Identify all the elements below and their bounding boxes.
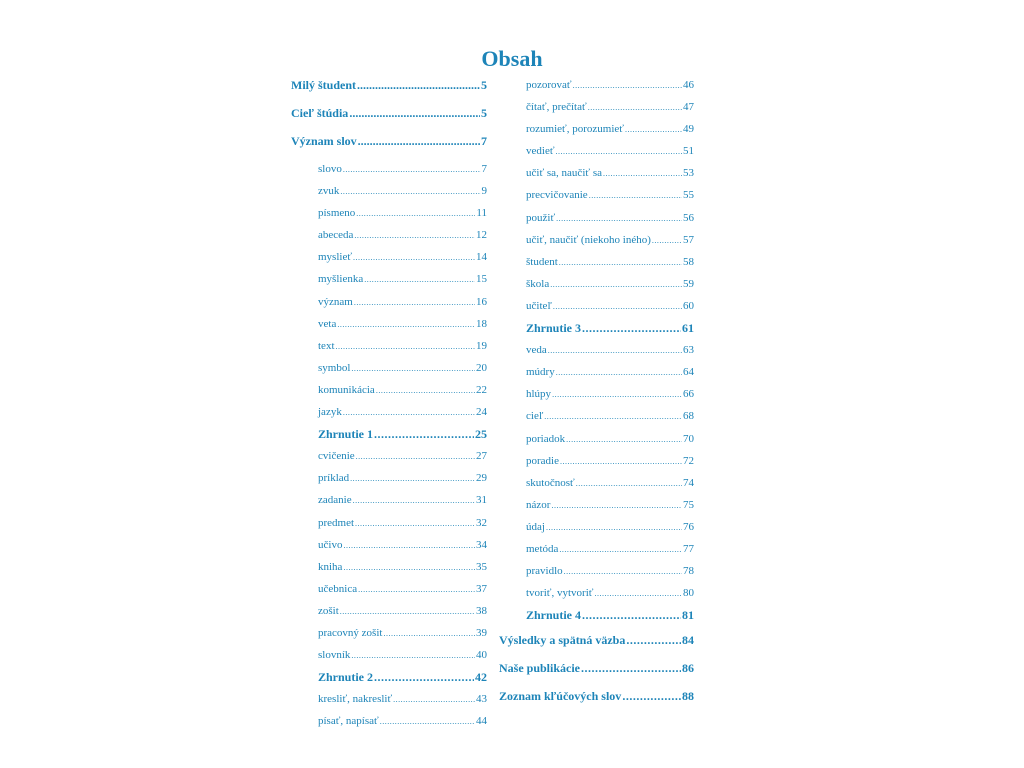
toc-entry[interactable] bbox=[291, 202, 487, 224]
dot-leader bbox=[582, 317, 681, 339]
toc-entry[interactable] bbox=[291, 578, 487, 600]
toc-entry-label: Zhrnutie 2 bbox=[318, 670, 374, 685]
toc-entry-page-number: 76 bbox=[683, 520, 694, 533]
toc-entry-label: rozumieť, porozumieť bbox=[526, 123, 624, 136]
dot-leader bbox=[355, 512, 475, 534]
toc-entry-page-number: 80 bbox=[683, 587, 694, 600]
toc-entry[interactable] bbox=[291, 401, 487, 423]
toc-entry[interactable] bbox=[291, 556, 487, 578]
toc-entry-label: abeceda bbox=[318, 229, 354, 242]
toc-entry-page-number: 24 bbox=[476, 406, 487, 419]
dot-leader bbox=[350, 467, 475, 489]
toc-entry-page-number: 75 bbox=[683, 498, 694, 511]
toc-entry-label: slovo bbox=[318, 163, 342, 175]
dot-leader bbox=[603, 162, 682, 184]
toc-entry-label: jazyk bbox=[318, 406, 342, 419]
toc-entry[interactable] bbox=[499, 626, 694, 654]
toc-entry-page-number: 9 bbox=[481, 185, 487, 198]
toc-entry-page-number: 31 bbox=[476, 494, 487, 507]
toc-entry-page-number: 46 bbox=[683, 79, 694, 91]
toc-entry[interactable] bbox=[499, 251, 694, 273]
toc-entry[interactable] bbox=[499, 317, 694, 339]
toc-entry[interactable] bbox=[499, 654, 694, 682]
toc-entry-page-number: 44 bbox=[476, 715, 487, 728]
toc-entry-page-number: 72 bbox=[683, 454, 694, 467]
dot-leader bbox=[552, 383, 682, 405]
toc-entry[interactable] bbox=[291, 666, 487, 688]
toc-entry-label: kresliť, nakresliť bbox=[318, 693, 393, 706]
toc-entry-label: metóda bbox=[526, 542, 559, 555]
toc-entry-page-number: 5 bbox=[481, 78, 487, 92]
toc-entry[interactable] bbox=[291, 688, 487, 710]
toc-entry-page-number: 57 bbox=[683, 233, 694, 246]
toc-entry[interactable] bbox=[291, 158, 487, 180]
toc-entry-label: zadanie bbox=[318, 494, 352, 507]
dot-leader bbox=[374, 423, 474, 445]
dot-leader bbox=[550, 273, 682, 295]
toc-entry[interactable] bbox=[499, 494, 694, 516]
dot-leader bbox=[337, 313, 475, 335]
dot-leader bbox=[336, 335, 476, 357]
toc-entry-label: učiť, naučiť (niekoho iného) bbox=[526, 233, 651, 246]
toc-entry-label: poriadok bbox=[526, 432, 566, 445]
toc-entry-label: Zoznam kľúčových slov bbox=[499, 689, 622, 704]
toc-entry-label: zvuk bbox=[318, 185, 340, 198]
toc-entry-label: názor bbox=[526, 498, 551, 511]
dot-leader bbox=[356, 445, 475, 467]
dot-leader bbox=[357, 74, 480, 96]
toc-entry-page-number: 40 bbox=[476, 649, 487, 662]
toc-entry-label: učebnica bbox=[318, 582, 358, 595]
toc-entry[interactable] bbox=[499, 560, 694, 582]
toc-entry[interactable] bbox=[499, 207, 694, 229]
toc-entry-page-number: 81 bbox=[682, 608, 694, 623]
toc-entry[interactable] bbox=[291, 512, 487, 534]
toc-entry-page-number: 16 bbox=[476, 295, 487, 308]
toc-entry-page-number: 32 bbox=[476, 516, 487, 529]
dot-leader bbox=[343, 556, 475, 578]
toc-entry-page-number: 29 bbox=[476, 472, 487, 485]
toc-entry-page-number: 86 bbox=[682, 661, 694, 676]
toc-entry[interactable] bbox=[291, 291, 487, 313]
toc-entry[interactable] bbox=[291, 710, 487, 732]
toc-entry-page-number: 12 bbox=[476, 229, 487, 242]
toc-entry[interactable] bbox=[499, 538, 694, 560]
toc-entry-label: zošit bbox=[318, 604, 339, 617]
toc-entry-page-number: 78 bbox=[683, 565, 694, 578]
dot-leader bbox=[351, 357, 475, 379]
toc-entry[interactable] bbox=[291, 313, 487, 335]
toc-entry-page-number: 49 bbox=[683, 123, 694, 136]
toc-entry-page-number: 18 bbox=[476, 317, 487, 330]
toc-entry[interactable] bbox=[499, 472, 694, 494]
toc-entry-page-number: 7 bbox=[481, 134, 487, 148]
dot-leader bbox=[356, 202, 475, 224]
toc-entry-page-number: 68 bbox=[683, 410, 694, 423]
dot-leader bbox=[566, 428, 682, 450]
toc-entry[interactable] bbox=[499, 405, 694, 427]
toc-entry-page-number: 64 bbox=[683, 366, 694, 379]
dot-leader bbox=[358, 130, 480, 152]
toc-entry-label: komunikácia bbox=[318, 383, 375, 396]
toc-entry-label: kniha bbox=[318, 560, 343, 573]
toc-entry-page-number: 11 bbox=[476, 207, 487, 220]
toc-entry-page-number: 7 bbox=[481, 163, 487, 175]
toc-entry[interactable] bbox=[499, 450, 694, 472]
dot-leader bbox=[581, 654, 681, 682]
toc-entry-page-number: 66 bbox=[683, 388, 694, 401]
toc-entry[interactable] bbox=[499, 428, 694, 450]
toc-entry[interactable] bbox=[291, 102, 487, 130]
toc-entry[interactable] bbox=[291, 335, 487, 357]
toc-entry-label: múdry bbox=[526, 366, 555, 379]
toc-column-left bbox=[291, 74, 487, 732]
toc-entry-page-number: 58 bbox=[683, 255, 694, 268]
toc-entry-page-number: 38 bbox=[476, 604, 487, 617]
toc-entry[interactable] bbox=[291, 467, 487, 489]
toc-entry-page-number: 55 bbox=[683, 189, 694, 202]
toc-entry-label: písmeno bbox=[318, 207, 356, 220]
toc-entry-label: Cieľ štúdia bbox=[291, 106, 349, 120]
toc-entry[interactable] bbox=[291, 224, 487, 246]
dot-leader bbox=[374, 666, 474, 688]
dot-leader bbox=[376, 379, 475, 401]
dot-leader bbox=[343, 534, 475, 556]
dot-leader bbox=[560, 450, 682, 472]
toc-entry[interactable] bbox=[499, 361, 694, 383]
toc-entry-label: učiteľ bbox=[526, 299, 552, 312]
toc-entry[interactable] bbox=[499, 184, 694, 206]
dot-leader bbox=[625, 118, 682, 140]
dot-leader bbox=[340, 600, 475, 622]
toc-entry-label: pracovný zošit bbox=[318, 626, 383, 639]
toc-entry[interactable] bbox=[499, 118, 694, 140]
dot-leader bbox=[652, 229, 682, 251]
toc-entry-label: Zhrnutie 1 bbox=[318, 427, 374, 442]
toc-entry[interactable] bbox=[499, 295, 694, 317]
dot-leader bbox=[556, 361, 682, 383]
toc-entry-label: Zhrnutie 4 bbox=[526, 608, 582, 623]
dot-leader bbox=[622, 682, 681, 710]
toc-entry-page-number: 42 bbox=[475, 670, 487, 685]
toc-entry[interactable] bbox=[499, 74, 694, 96]
toc-entry[interactable] bbox=[499, 140, 694, 162]
toc-entry-page-number: 35 bbox=[476, 560, 487, 573]
toc-entry-page-number: 84 bbox=[682, 633, 694, 648]
dot-leader bbox=[383, 622, 475, 644]
toc-entry-page-number: 56 bbox=[683, 211, 694, 224]
toc-entry-label: myšlienka bbox=[318, 273, 364, 286]
toc-entry[interactable] bbox=[291, 74, 487, 102]
toc-entry-label: veta bbox=[318, 317, 337, 330]
toc-entry-label: cvičenie bbox=[318, 450, 355, 463]
toc-entry-label: vedieť bbox=[526, 145, 555, 158]
toc-entry-page-number: 22 bbox=[476, 383, 487, 396]
dot-leader bbox=[589, 184, 682, 206]
toc-entry[interactable] bbox=[499, 604, 694, 626]
toc-entry-page-number: 51 bbox=[683, 145, 694, 158]
toc-entry-label: príklad bbox=[318, 472, 350, 485]
toc-entry-page-number: 63 bbox=[683, 344, 694, 357]
toc-entry-page-number: 74 bbox=[683, 476, 694, 489]
toc-entry-label: učivo bbox=[318, 538, 343, 551]
toc-entry[interactable] bbox=[291, 644, 487, 666]
toc-entry-label: údaj bbox=[526, 520, 545, 533]
dot-leader bbox=[354, 291, 475, 313]
toc-entry-page-number: 88 bbox=[682, 689, 694, 704]
toc-entry-label: Výsledky a spätná väzba bbox=[499, 633, 626, 648]
toc-entry-label: veda bbox=[526, 344, 547, 357]
toc-entry-label: študent bbox=[526, 255, 558, 268]
toc-column-right bbox=[499, 74, 694, 710]
toc-entry[interactable] bbox=[291, 379, 487, 401]
dot-leader bbox=[343, 158, 481, 180]
toc-entry-label: tvoriť, vytvoriť bbox=[526, 587, 594, 600]
toc-entry-label: Zhrnutie 3 bbox=[526, 321, 582, 336]
toc-entry[interactable] bbox=[291, 622, 487, 644]
dot-leader bbox=[354, 224, 475, 246]
toc-entry-page-number: 61 bbox=[682, 321, 694, 336]
dot-leader bbox=[353, 489, 475, 511]
toc-entry-page-number: 59 bbox=[683, 277, 694, 290]
toc-entry-page-number: 19 bbox=[476, 339, 487, 352]
dot-leader bbox=[556, 207, 682, 229]
toc-entry-label: učiť sa, naučiť sa bbox=[526, 167, 602, 180]
toc-entry-page-number: 43 bbox=[476, 693, 487, 706]
toc-entry-page-number: 39 bbox=[476, 626, 487, 639]
toc-entry[interactable] bbox=[291, 246, 487, 268]
toc-entry-page-number: 27 bbox=[476, 450, 487, 463]
dot-leader bbox=[573, 74, 682, 96]
toc-entry[interactable] bbox=[291, 357, 487, 379]
toc-entry-label: Milý študent bbox=[291, 78, 357, 92]
toc-entry-label: Význam slov bbox=[291, 134, 357, 148]
dot-leader bbox=[553, 295, 682, 317]
toc-entry-label: skutočnosť bbox=[526, 476, 575, 489]
toc-entry[interactable] bbox=[499, 96, 694, 118]
dot-leader bbox=[548, 339, 682, 361]
toc-entry-page-number: 47 bbox=[683, 101, 694, 114]
toc-entry[interactable] bbox=[291, 600, 487, 622]
toc-entry-label: písať, napísať bbox=[318, 715, 379, 728]
toc-entry-page-number: 14 bbox=[476, 251, 487, 264]
toc-entry[interactable] bbox=[291, 534, 487, 556]
toc-entry-page-number: 25 bbox=[475, 427, 487, 442]
toc-entry-label: text bbox=[318, 339, 335, 352]
toc-entry-label: symbol bbox=[318, 361, 351, 374]
dot-leader bbox=[364, 268, 475, 290]
dot-leader bbox=[358, 578, 475, 600]
toc-entry-page-number: 15 bbox=[476, 273, 487, 286]
toc-entry[interactable] bbox=[499, 162, 694, 184]
dot-leader bbox=[546, 516, 682, 538]
dot-leader bbox=[551, 494, 682, 516]
toc-entry[interactable] bbox=[499, 339, 694, 361]
toc-entry-label: význam bbox=[318, 295, 353, 308]
toc-entry-page-number: 60 bbox=[683, 299, 694, 312]
toc-entry[interactable] bbox=[499, 582, 694, 604]
dot-leader bbox=[544, 405, 682, 427]
dot-leader bbox=[556, 140, 682, 162]
toc-entry-label: slovník bbox=[318, 649, 351, 662]
toc-entry-label: škola bbox=[526, 277, 550, 290]
toc-entry-label: precvičovanie bbox=[526, 189, 588, 202]
dot-leader bbox=[393, 688, 475, 710]
toc-entry-label: Naše publikácie bbox=[499, 661, 581, 676]
toc-entry[interactable] bbox=[499, 383, 694, 405]
toc-entry-page-number: 53 bbox=[683, 167, 694, 180]
dot-leader bbox=[353, 246, 475, 268]
dot-leader bbox=[576, 472, 682, 494]
toc-entry[interactable] bbox=[499, 229, 694, 251]
toc-entry-label: pozorovať bbox=[526, 79, 572, 91]
dot-leader bbox=[351, 644, 475, 666]
toc-entry[interactable] bbox=[291, 489, 487, 511]
dot-leader bbox=[349, 102, 480, 124]
toc-entry[interactable] bbox=[291, 130, 487, 158]
toc-entry-page-number: 77 bbox=[683, 542, 694, 555]
page-title: Obsah bbox=[481, 46, 543, 71]
toc-entry-label: predmet bbox=[318, 516, 355, 529]
dot-leader bbox=[380, 710, 475, 732]
dot-leader bbox=[564, 560, 682, 582]
toc-entry-label: poradie bbox=[526, 454, 559, 467]
dot-leader bbox=[626, 626, 681, 654]
dot-leader bbox=[582, 604, 681, 626]
toc-entry[interactable] bbox=[499, 682, 694, 710]
toc-entry[interactable] bbox=[291, 445, 487, 467]
toc-entry-label: cieľ bbox=[526, 410, 544, 423]
toc-entry-page-number: 5 bbox=[481, 106, 487, 120]
dot-leader bbox=[559, 538, 682, 560]
toc-entry-label: pravidlo bbox=[526, 565, 563, 578]
dot-leader bbox=[559, 251, 682, 273]
toc-entry-label: čítať, prečítať bbox=[526, 101, 587, 114]
dot-leader bbox=[588, 96, 682, 118]
dot-leader bbox=[340, 180, 480, 202]
toc-entry[interactable] bbox=[291, 180, 487, 202]
dot-leader bbox=[594, 582, 682, 604]
toc-entry-page-number: 20 bbox=[476, 361, 487, 374]
toc-entry-page-number: 34 bbox=[476, 538, 487, 551]
toc-entry[interactable] bbox=[291, 423, 487, 445]
toc-entry-label: hlúpy bbox=[526, 388, 552, 401]
toc-entry-page-number: 37 bbox=[476, 582, 487, 595]
toc-entry[interactable] bbox=[499, 516, 694, 538]
toc-entry-label: použiť bbox=[526, 211, 556, 224]
toc-entry-label: myslieť bbox=[318, 251, 353, 264]
toc-entry-page-number: 70 bbox=[683, 432, 694, 445]
dot-leader bbox=[343, 401, 475, 423]
toc-entry[interactable] bbox=[291, 268, 487, 290]
toc-entry[interactable] bbox=[499, 273, 694, 295]
